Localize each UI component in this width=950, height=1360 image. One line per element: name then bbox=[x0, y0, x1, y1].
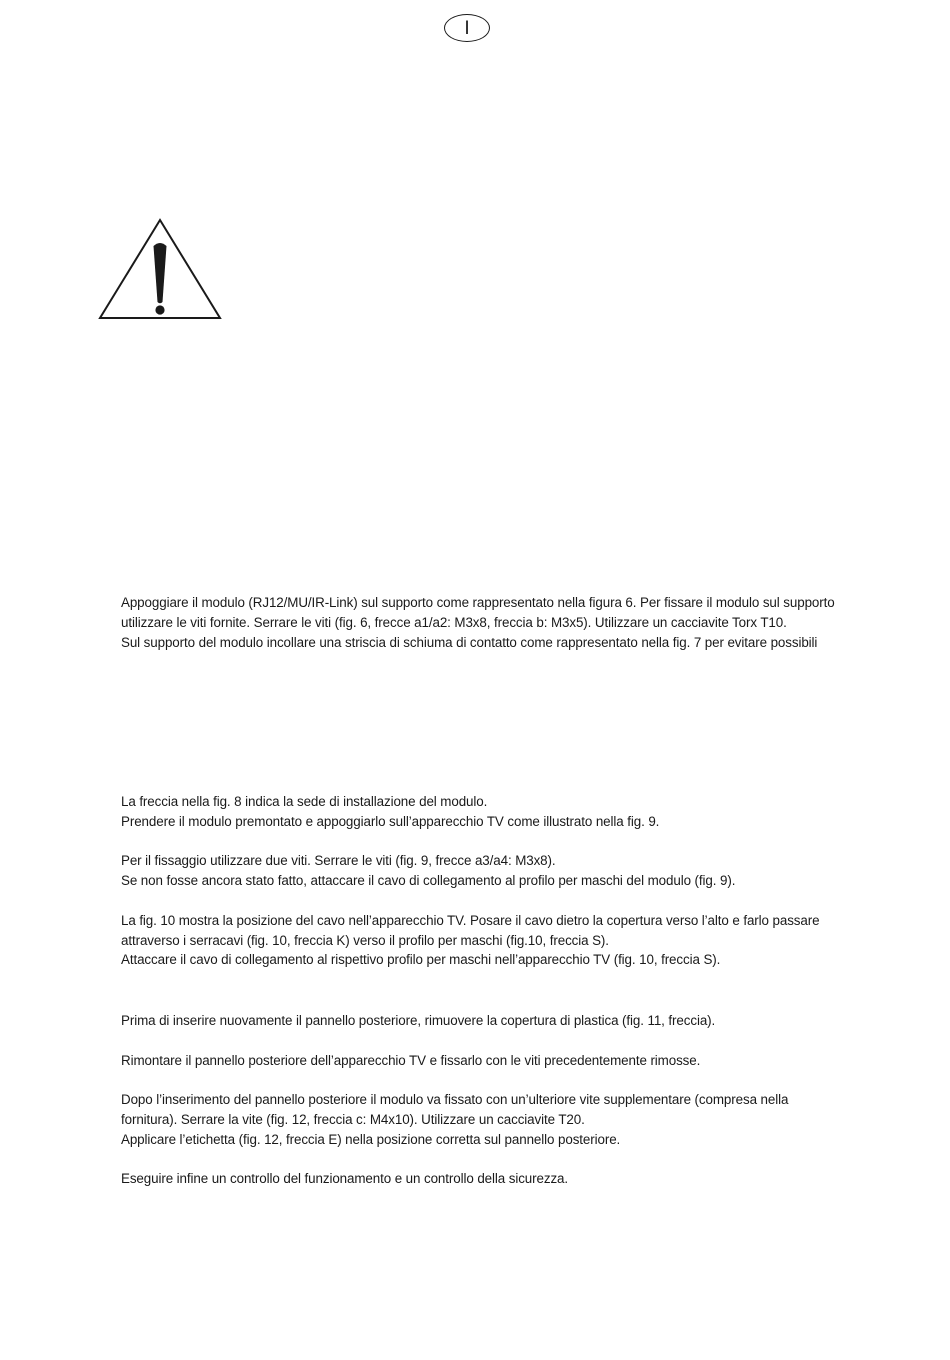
paragraph-line: Eseguire infine un controllo del funzionamento e un controllo della sicurezza. bbox=[121, 1171, 569, 1187]
paragraph-line: Per il fissaggio utilizzare due viti. Serrare le viti (fig. 9, frecce a3/a4: M3x8). bbox=[121, 853, 556, 869]
paragraph-line: La freccia nella fig. 8 indica la sede di installazione del modulo. bbox=[121, 794, 488, 809]
paragraph-line: Attaccare il cavo di collegamento al rispettivo profilo per maschi nell’apparecchio TV (fig. 10, freccia S). bbox=[121, 952, 721, 968]
paragraph-line: Applicare l’etichetta (fig. 12, freccia E) nella posizione corretta sul pannello posteriore. bbox=[121, 1131, 621, 1147]
language-badge-label: I bbox=[464, 17, 470, 39]
warning-triangle-icon bbox=[98, 218, 222, 320]
paragraph-line: Appoggiare il modulo (RJ12/MU/IR-Link) sul supporto come rappresentato nella figura 6. Per fissare il modulo sul supporto bbox=[121, 595, 835, 610]
paragraph-line: Prima di inserire nuovamente il pannello posteriore, rimuovere la copertura di plastica (fig. 11, freccia). bbox=[121, 1013, 716, 1028]
mounting-section bbox=[121, 593, 901, 652]
paragraph-line: fornitura). Serrare la vite (fig. 12, freccia c: M4x10). Utilizzare un cacciavite T20. bbox=[121, 1111, 585, 1127]
paragraph-line: Prendere il modulo premontato e appoggiarlo sull’apparecchio TV come illustrato nella fig. 9. bbox=[121, 813, 660, 829]
paragraph-line: Sul supporto del modulo incollare una striscia di schiuma di contatto come rappresentato nella fig. 7 per evitare possibili bbox=[121, 634, 818, 650]
paragraph-line: Rimontare il pannello posteriore dell’apparecchio TV e fissarlo con le viti precedentemente rimosse. bbox=[121, 1052, 701, 1068]
installation-section bbox=[121, 792, 901, 970]
paragraph-line: utilizzare le viti fornite. Serrare le viti (fig. 6, frecce a1/a2: M3x8, freccia b: M3x5). Utilizzare un cacciavite Torx T10. bbox=[121, 614, 787, 630]
paragraph-line: La fig. 10 mostra la posizione del cavo nell’apparecchio TV. Posare il cavo dietro la copertura verso l’alto e farlo passare bbox=[121, 912, 820, 928]
finishing-section bbox=[121, 1011, 901, 1189]
paragraph-line: attraverso i serracavi (fig. 10, freccia K) verso il profilo per maschi (fig.10, freccia S). bbox=[121, 932, 609, 948]
paragraph-line: Dopo l’inserimento del pannello posteriore il modulo va fissato con un’ulteriore vite supplementare (compresa nella bbox=[121, 1092, 789, 1108]
paragraph-line: Se non fosse ancora stato fatto, attaccare il cavo di collegamento al profilo per maschi del modulo (fig. 9). bbox=[121, 873, 736, 889]
language-badge bbox=[444, 14, 490, 42]
